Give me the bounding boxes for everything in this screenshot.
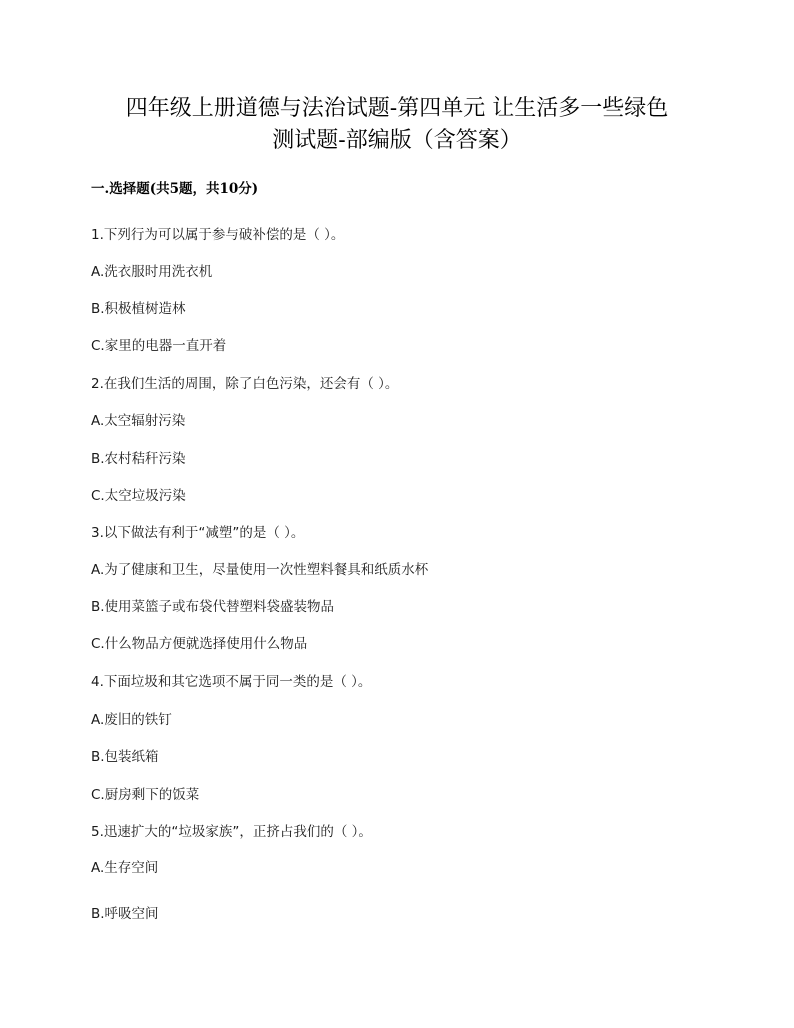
- question-1-option-b: B.积极植树造林: [91, 301, 186, 317]
- question-5-option-b: B.呼吸空间: [91, 906, 159, 922]
- question-2-stem: 2.在我们生活的周围，除了白色污染，还会有（ ）。: [91, 376, 399, 392]
- question-2-option-b: B.农村秸秆污染: [91, 451, 186, 467]
- question-3-option-c: C.什么物品方便就选择使用什么物品: [91, 636, 308, 652]
- document-title-line-1: 四年级上册道德与法治试题-第四单元 让生活多一些绿色: [125, 96, 669, 121]
- question-1-stem: 1.下列行为可以属于参与破补偿的是（ ）。: [91, 227, 345, 243]
- question-3-stem: 3.以下做法有利于“减塑”的是（ ）。: [91, 525, 305, 541]
- question-4-option-b: B.包装纸箱: [91, 749, 159, 765]
- question-1-option-a: A.洗衣服时用洗衣机: [91, 264, 213, 280]
- question-5-option-a: A.生存空间: [91, 860, 159, 876]
- question-3-option-b: B.使用菜篮子或布袋代替塑料袋盛装物品: [91, 599, 335, 615]
- document-title-line-2: 测试题-部编版（含答案）: [272, 128, 522, 153]
- section-heading: 一.选择题(共5题，共10分): [91, 181, 259, 197]
- question-2-option-c: C.太空垃圾污染: [91, 488, 186, 504]
- question-4-stem: 4.下面垃圾和其它选项不属于同一类的是（ ）。: [91, 674, 372, 690]
- question-4-option-c: C.厨房剩下的饭菜: [91, 787, 200, 803]
- question-1-option-c: C.家里的电器一直开着: [91, 338, 227, 354]
- question-2-option-a: A.太空辐射污染: [91, 413, 186, 429]
- question-4-option-a: A.废旧的铁钉: [91, 712, 172, 728]
- question-3-option-a: A.为了健康和卫生，尽量使用一次性塑料餐具和纸质水杯: [91, 562, 429, 578]
- question-5-stem: 5.迅速扩大的“垃圾家族”，正挤占我们的（ ）。: [91, 824, 372, 840]
